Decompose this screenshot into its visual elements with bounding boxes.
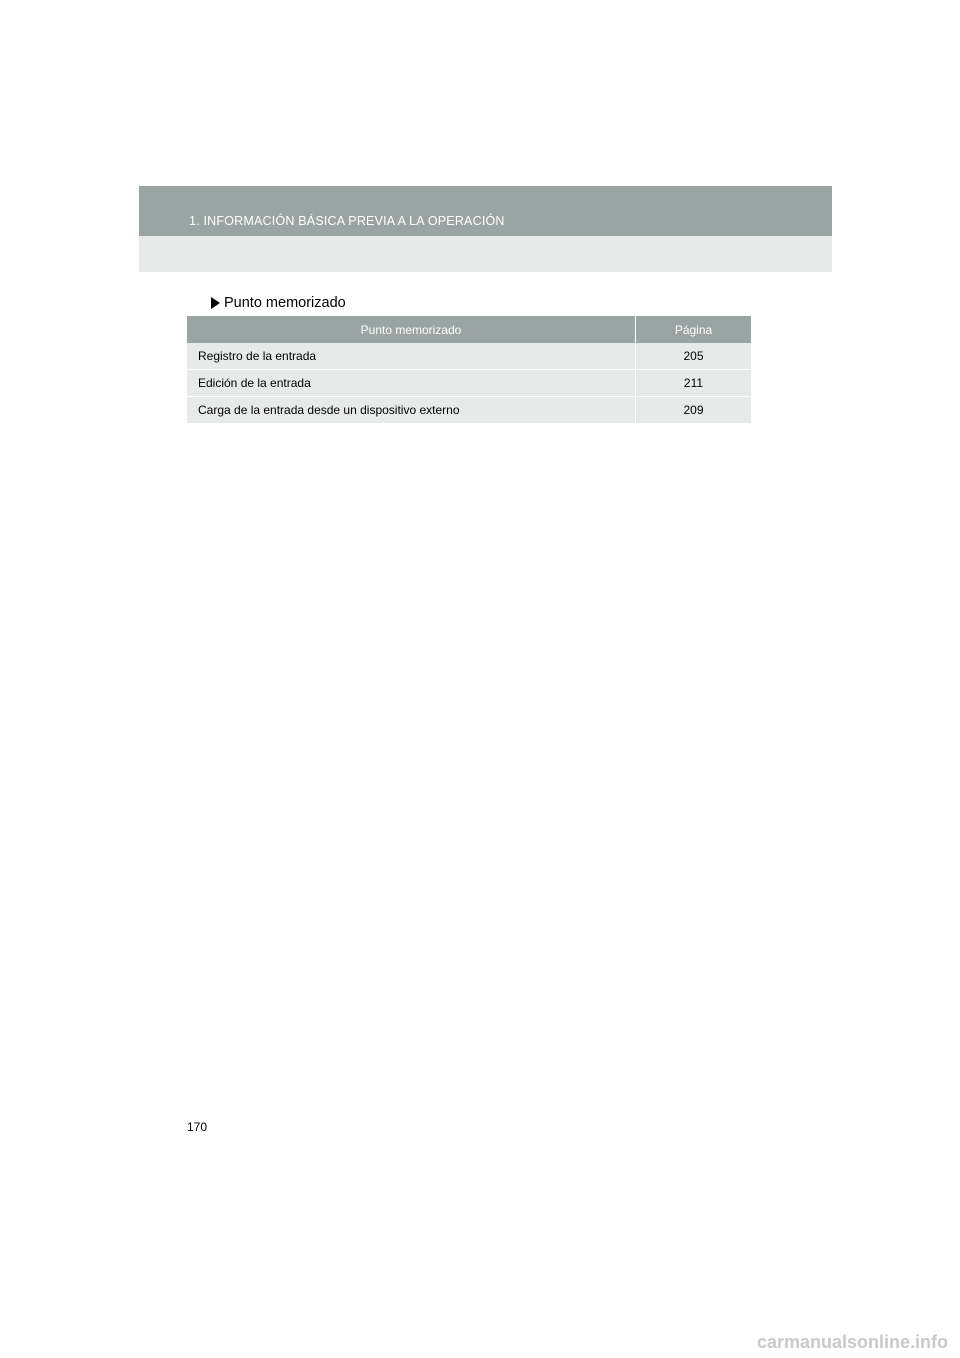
chapter-header — [139, 186, 832, 236]
page-number: 170 — [187, 1120, 208, 1134]
section-heading — [211, 295, 346, 311]
footer-watermark: carmanualsonline.info — [756, 1332, 948, 1352]
table-row — [187, 370, 751, 397]
table-row — [187, 397, 751, 424]
table-cell-item: Carga de la entrada desde un dispositivo externo — [187, 397, 636, 424]
triangle-right-icon — [211, 297, 220, 309]
table-cell-page: 211 — [636, 370, 752, 397]
table-row — [187, 343, 751, 370]
table-cell-item: Registro de la entrada — [187, 343, 636, 370]
chapter-title: 1. INFORMACIÓN BÁSICA PREVIA A LA OPERACIÓN — [189, 214, 505, 228]
table-cell-page: 205 — [636, 343, 752, 370]
table-header-row — [187, 316, 751, 343]
table-cell-item: Edición de la entrada — [187, 370, 636, 397]
section-heading-text: Punto memorizado — [224, 295, 346, 311]
reference-table — [187, 316, 751, 424]
header-subband — [139, 236, 832, 272]
column-header-page: Página — [636, 316, 752, 343]
column-header-item: Punto memorizado — [187, 316, 636, 343]
table-cell-page: 209 — [636, 397, 752, 424]
